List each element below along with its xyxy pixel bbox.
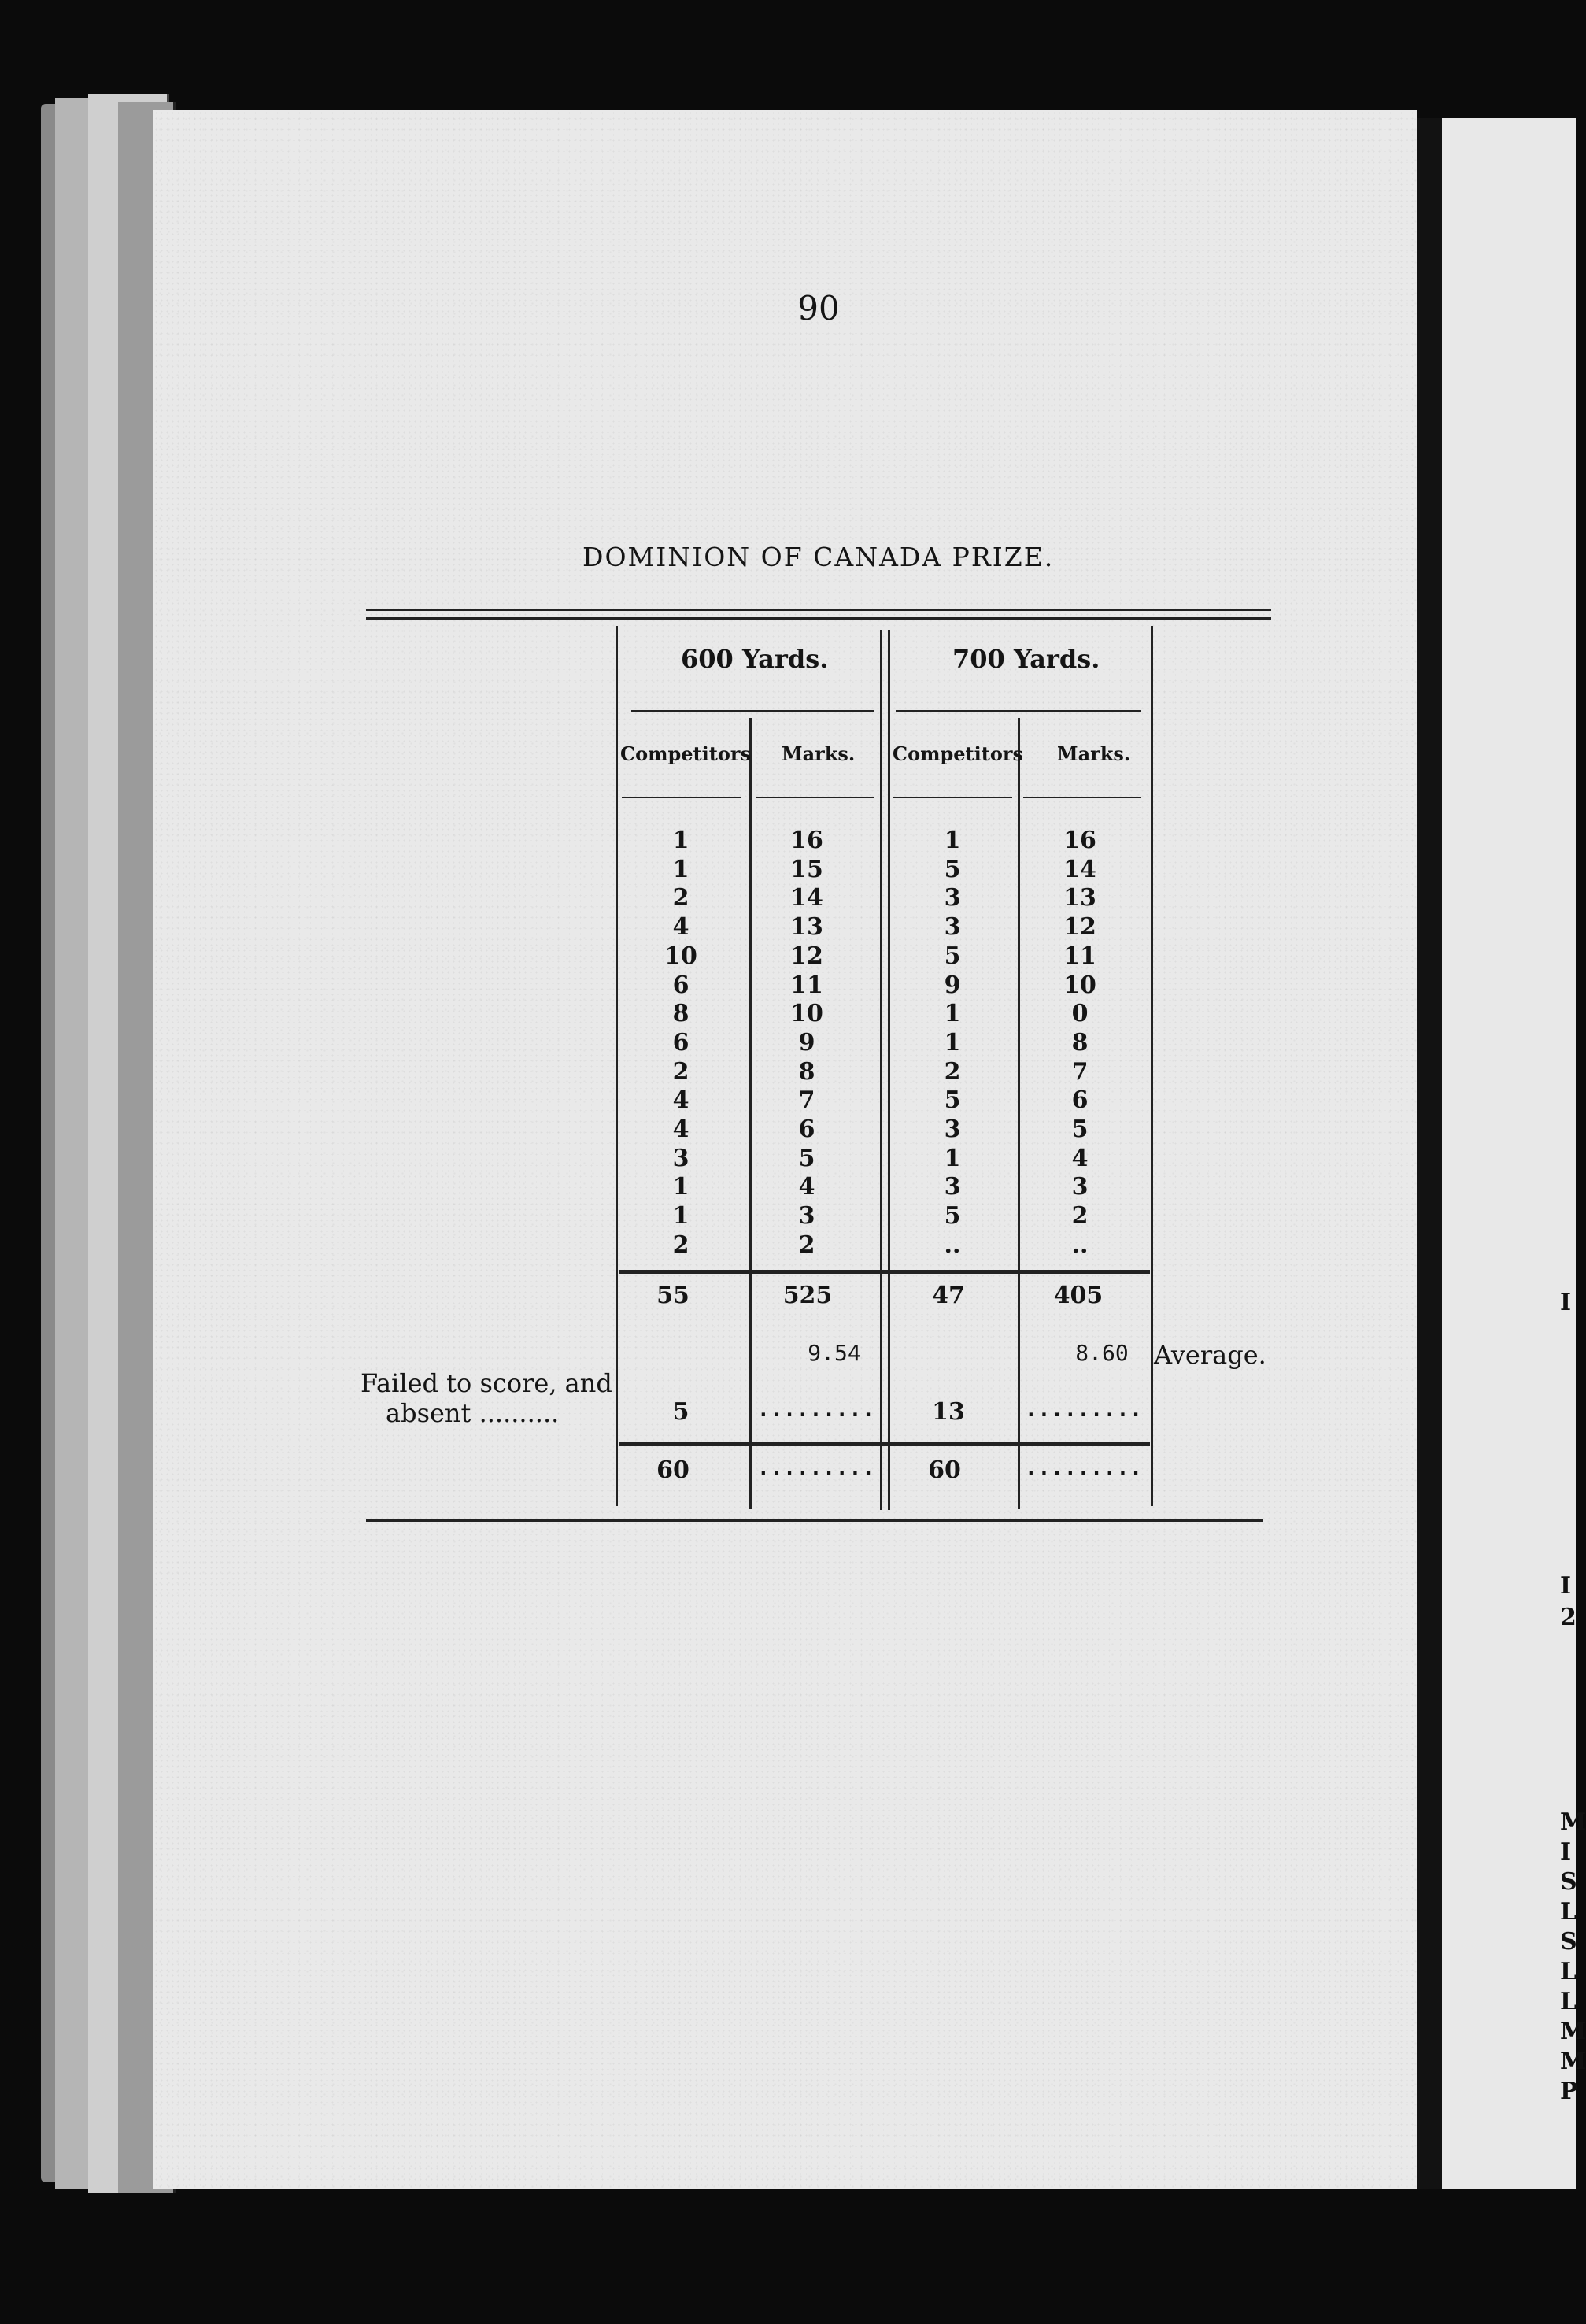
grand-marks-700: ......... bbox=[1025, 1456, 1143, 1480]
column-header-competitors: Competitors bbox=[620, 742, 752, 765]
group-header-600-yards: 600 Yards. bbox=[681, 644, 829, 674]
marks-600-cell: 6 bbox=[798, 1116, 815, 1143]
competitors-600-cell: 4 bbox=[672, 1086, 689, 1115]
total-competitors-700: 47 bbox=[932, 1282, 965, 1309]
marks-700-cell: 13 bbox=[1063, 884, 1096, 912]
competitors-700-cell: 3 bbox=[944, 1173, 961, 1201]
group-header-rule bbox=[896, 710, 1141, 712]
competitors-600-cell: 8 bbox=[672, 1000, 689, 1028]
marks-700-cell: 10 bbox=[1063, 971, 1096, 999]
book-gutter bbox=[1417, 118, 1442, 2189]
facing-page bbox=[1442, 118, 1586, 2189]
grand-total-700: 60 bbox=[928, 1456, 961, 1484]
competitors-600-cell: 1 bbox=[672, 855, 689, 883]
competitors-600-cell: 4 bbox=[672, 913, 689, 942]
marks-600-cell: 9 bbox=[798, 1028, 815, 1057]
table-bottom-rule bbox=[366, 1519, 1263, 1522]
facing-page-fragment: L bbox=[1560, 1958, 1577, 1985]
total-marks-700: 405 bbox=[1053, 1282, 1104, 1309]
marks-600-cell: 16 bbox=[790, 827, 823, 854]
facing-page-fragment: L bbox=[1560, 1898, 1577, 1926]
subheader-rule bbox=[756, 797, 874, 798]
competitors-600-cell: 2 bbox=[672, 1057, 689, 1086]
competitors-700-cell: 3 bbox=[944, 884, 961, 912]
page-number: 90 bbox=[797, 289, 840, 328]
marks-600-cell: 7 bbox=[798, 1086, 815, 1115]
facing-page-fragment: I bbox=[1560, 1289, 1572, 1316]
marks-700-cell: 11 bbox=[1063, 942, 1096, 970]
facing-page-fragment: I bbox=[1560, 1838, 1572, 1866]
competitors-600-cell: 6 bbox=[672, 971, 689, 999]
competitors-600-cell: 1 bbox=[672, 1202, 689, 1230]
competitors-700-cell: 5 bbox=[944, 942, 961, 970]
facing-page-fragment: M bbox=[1560, 1808, 1586, 1836]
subheader-rule bbox=[622, 797, 741, 798]
marks-600-cell: 8 bbox=[798, 1057, 815, 1086]
competitors-600-cell: 4 bbox=[672, 1116, 689, 1143]
marks-700-cell: 14 bbox=[1063, 855, 1096, 883]
group-header-rule bbox=[631, 710, 874, 712]
facing-page-fragment: I bbox=[1560, 1572, 1572, 1600]
failed-marks-700: ......... bbox=[1025, 1398, 1143, 1422]
marks-700-cell: 12 bbox=[1063, 913, 1096, 942]
table-top-rule bbox=[366, 617, 1271, 620]
competitors-700-cell: 5 bbox=[944, 1086, 961, 1115]
average-700: 8.60 bbox=[1075, 1340, 1129, 1366]
marks-700-cell: 8 bbox=[1071, 1028, 1089, 1057]
competitors-700-cell: 3 bbox=[944, 913, 961, 942]
marks-600-cell: 2 bbox=[798, 1230, 815, 1259]
failed-label: absent .......... bbox=[386, 1398, 560, 1428]
marks-700-cell: 0 bbox=[1071, 1000, 1089, 1028]
competitors-600-cell: 1 bbox=[672, 827, 689, 854]
column-divider bbox=[1151, 626, 1153, 1506]
facing-page-fragment: M bbox=[1560, 2018, 1586, 2045]
facing-page-fragment: S bbox=[1560, 1928, 1577, 1956]
facing-page-fragment: L bbox=[1560, 1988, 1577, 2015]
facing-page-fragment: 2 bbox=[1560, 1604, 1577, 1631]
facing-page-fragment: P bbox=[1560, 2078, 1578, 2105]
average-600: 9.54 bbox=[808, 1340, 861, 1366]
average-label: Average. bbox=[1154, 1340, 1266, 1370]
marks-700-cell: .. bbox=[1071, 1230, 1089, 1259]
competitors-600-cell: 2 bbox=[672, 1230, 689, 1259]
competitors-600-cell: 3 bbox=[672, 1144, 689, 1172]
column-header-marks: Marks. bbox=[782, 742, 856, 765]
total-rule bbox=[619, 1270, 1150, 1274]
marks-600-cell: 15 bbox=[790, 855, 823, 883]
marks-600-cell: 10 bbox=[790, 1000, 823, 1028]
failed-competitors-700: 13 bbox=[932, 1398, 965, 1426]
competitors-600-cell: 6 bbox=[672, 1028, 689, 1057]
competitors-700-cell: 1 bbox=[944, 1000, 961, 1028]
facing-page-fragment: S bbox=[1560, 1868, 1577, 1896]
competitors-700-cell: 5 bbox=[944, 855, 961, 883]
table-top-rule bbox=[366, 609, 1271, 611]
marks-600-cell: 12 bbox=[790, 942, 823, 970]
competitors-600-cell: 10 bbox=[664, 942, 697, 970]
column-divider bbox=[880, 630, 882, 1510]
column-divider bbox=[616, 626, 618, 1506]
failed-label: Failed to score, and bbox=[360, 1368, 612, 1398]
column-header-competitors: Competitors bbox=[893, 742, 1024, 765]
competitors-700-cell: 1 bbox=[944, 1144, 961, 1172]
failed-competitors-600: 5 bbox=[672, 1398, 689, 1426]
subheader-rule bbox=[1023, 797, 1141, 798]
marks-700-cell: 4 bbox=[1071, 1144, 1089, 1172]
grand-total-rule bbox=[619, 1442, 1150, 1446]
total-competitors-600: 55 bbox=[656, 1282, 689, 1309]
marks-600-cell: 3 bbox=[798, 1202, 815, 1230]
marks-700-cell: 16 bbox=[1063, 827, 1096, 854]
column-header-marks: Marks. bbox=[1057, 742, 1131, 765]
competitors-600-cell: 1 bbox=[672, 1173, 689, 1201]
column-divider bbox=[749, 718, 752, 1509]
competitors-700-cell: .. bbox=[944, 1230, 961, 1259]
marks-600-cell: 13 bbox=[790, 913, 823, 942]
facing-page-fragment: M bbox=[1560, 2048, 1586, 2075]
competitors-700-cell: 9 bbox=[944, 971, 961, 999]
competitors-700-cell: 2 bbox=[944, 1057, 961, 1086]
page-title: DOMINION OF CANADA PRIZE. bbox=[582, 542, 1055, 572]
marks-600-cell: 14 bbox=[790, 884, 823, 912]
competitors-700-cell: 3 bbox=[944, 1116, 961, 1143]
group-header-700-yards: 700 Yards. bbox=[952, 644, 1100, 674]
marks-600-cell: 4 bbox=[798, 1173, 815, 1201]
failed-marks-600: ......... bbox=[757, 1398, 875, 1422]
marks-700-cell: 3 bbox=[1071, 1173, 1089, 1201]
column-divider bbox=[1018, 718, 1020, 1509]
grand-total-600: 60 bbox=[656, 1456, 689, 1484]
grand-marks-600: ......... bbox=[757, 1456, 875, 1480]
subheader-rule bbox=[893, 797, 1012, 798]
column-divider bbox=[888, 630, 890, 1510]
marks-600-cell: 11 bbox=[790, 971, 823, 999]
marks-700-cell: 2 bbox=[1071, 1202, 1089, 1230]
competitors-700-cell: 5 bbox=[944, 1202, 961, 1230]
competitors-700-cell: 1 bbox=[944, 1028, 961, 1057]
marks-700-cell: 5 bbox=[1071, 1116, 1089, 1143]
marks-700-cell: 7 bbox=[1071, 1057, 1089, 1086]
competitors-700-cell: 1 bbox=[944, 827, 961, 854]
total-marks-600: 525 bbox=[782, 1282, 833, 1309]
marks-700-cell: 6 bbox=[1071, 1086, 1089, 1115]
marks-600-cell: 5 bbox=[798, 1144, 815, 1172]
competitors-600-cell: 2 bbox=[672, 884, 689, 912]
